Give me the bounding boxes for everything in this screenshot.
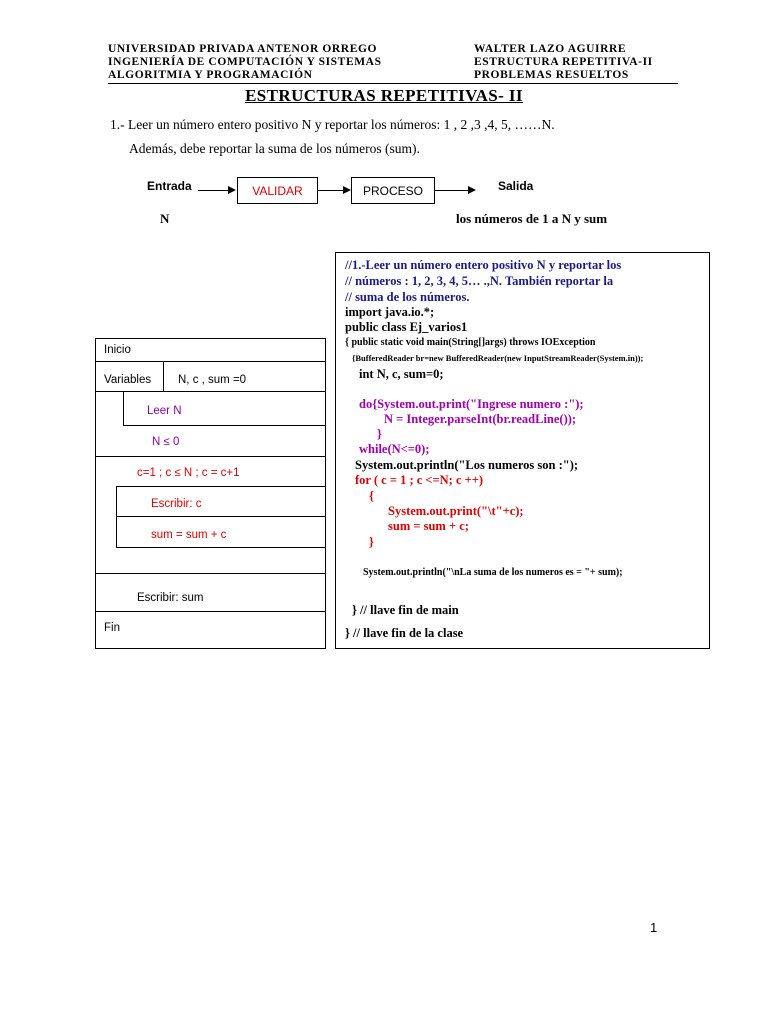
doc-type: PROBLEMAS RESUELTOS (474, 69, 629, 81)
arrow-entrada (198, 190, 228, 191)
arrow-entrada-head (228, 186, 236, 194)
arrow-proceso (435, 190, 468, 191)
fc-variables-value: N, c , sum =0 (178, 374, 247, 386)
code-print-sum: System.out.println("\nLa suma de los numeros es = "+ sum); (363, 567, 623, 578)
fc-divider-for-end (95, 573, 326, 574)
code-for: for ( c = 1 ; c <=N; c ++) (355, 473, 484, 487)
code-sum: sum = sum + c; (388, 519, 469, 533)
code-import: import java.io.*; (345, 305, 435, 319)
fc-divider-vars (163, 361, 164, 391)
code-for-open: { (369, 489, 374, 503)
course-name: ALGORITMIA Y PROGRAMACIÓN (108, 69, 313, 81)
page-title: ESTRUCTURAS REPETITIVAS- II (245, 86, 523, 105)
fc-variables-label: Variables (104, 374, 152, 386)
fc-sum: sum = sum + c (151, 529, 227, 541)
code-print-c: System.out.print("\t"+c); (388, 504, 524, 518)
validar-label: VALIDAR (252, 183, 303, 198)
fc-divider-sum (116, 547, 326, 548)
fc-divider-escribir-sum (95, 611, 326, 612)
code-comment-2: // números : 1, 2, 3, 4, 5… .,N. También reportar la (345, 274, 614, 288)
code-println-header: System.out.println("Los numeros son :"); (355, 458, 579, 472)
input-var: N (160, 211, 170, 226)
university-name: UNIVERSIDAD PRIVADA ANTENOR ORREGO (108, 43, 378, 55)
arrow-validar-head (343, 186, 351, 194)
code-comment-1: //1.-Leer un número entero positivo N y reportar los (345, 258, 622, 272)
code-main: { public static void main(String[]args) throws IOException (345, 337, 596, 348)
arrow-validar (318, 190, 343, 191)
fc-divider-inicio (95, 361, 326, 362)
problem-statement-2: Además, debe reportar la suma de los números (sum). (129, 141, 420, 156)
fc-inicio: Inicio (104, 344, 131, 356)
proceso-label: PROCESO (362, 183, 423, 198)
topic-name: ESTRUCTURA REPETITIVA-II (474, 56, 653, 68)
fc-escribir-sum: Escribir: sum (137, 592, 204, 604)
validar-box (237, 177, 318, 204)
code-bufferedreader: {BufferedReader br=new BufferedReader(new InputStreamReader(System.in)); (352, 353, 644, 363)
page-number: 1 (650, 920, 658, 935)
code-class: public class Ej_varios1 (345, 320, 468, 334)
fc-divider-leer (123, 425, 326, 426)
faculty-name: INGENIERÍA DE COMPUTACIÓN Y SISTEMAS (108, 56, 382, 68)
output-text: los números de 1 a N y sum (456, 211, 608, 226)
code-do-close: } (377, 427, 382, 441)
code-end-class: } // llave fin de la clase (345, 626, 464, 640)
fc-divider-escribir (116, 516, 326, 517)
code-end-main: } // llave fin de main (352, 603, 459, 617)
salida-label: Salida (498, 179, 534, 193)
problem-statement: 1.- Leer un número entero positivo N y reportar los números: 1 , 2 ,3 ,4, 5, ……N. (110, 117, 555, 132)
fc-divider-vars-bottom (95, 391, 326, 392)
code-while: while(N<=0); (359, 442, 430, 456)
header-rule (108, 83, 678, 84)
fc-divider-cond (95, 456, 326, 457)
author-name: WALTER LAZO AGUIRRE (474, 43, 627, 55)
code-int-decl: int N, c, sum=0; (359, 367, 444, 381)
proceso-box (351, 177, 435, 204)
arrow-proceso-head (468, 186, 476, 194)
entrada-label: Entrada (147, 179, 192, 193)
fc-divider-for (116, 486, 326, 487)
fc-repeat-bar (123, 391, 124, 425)
fc-leer: Leer N (147, 405, 182, 417)
code-do: do{System.out.print("Ingrese numero :"); (359, 397, 584, 411)
code-parse: N = Integer.parseInt(br.readLine()); (384, 412, 577, 426)
fc-escribir-c: Escribir: c (151, 498, 202, 510)
fc-for-header: c=1 ; c ≤ N ; c = c+1 (137, 467, 240, 479)
fc-cond: N ≤ 0 (152, 436, 180, 448)
code-for-close: } (369, 535, 374, 549)
code-comment-3: // suma de los números. (345, 290, 470, 304)
fc-fin: Fin (104, 622, 120, 634)
